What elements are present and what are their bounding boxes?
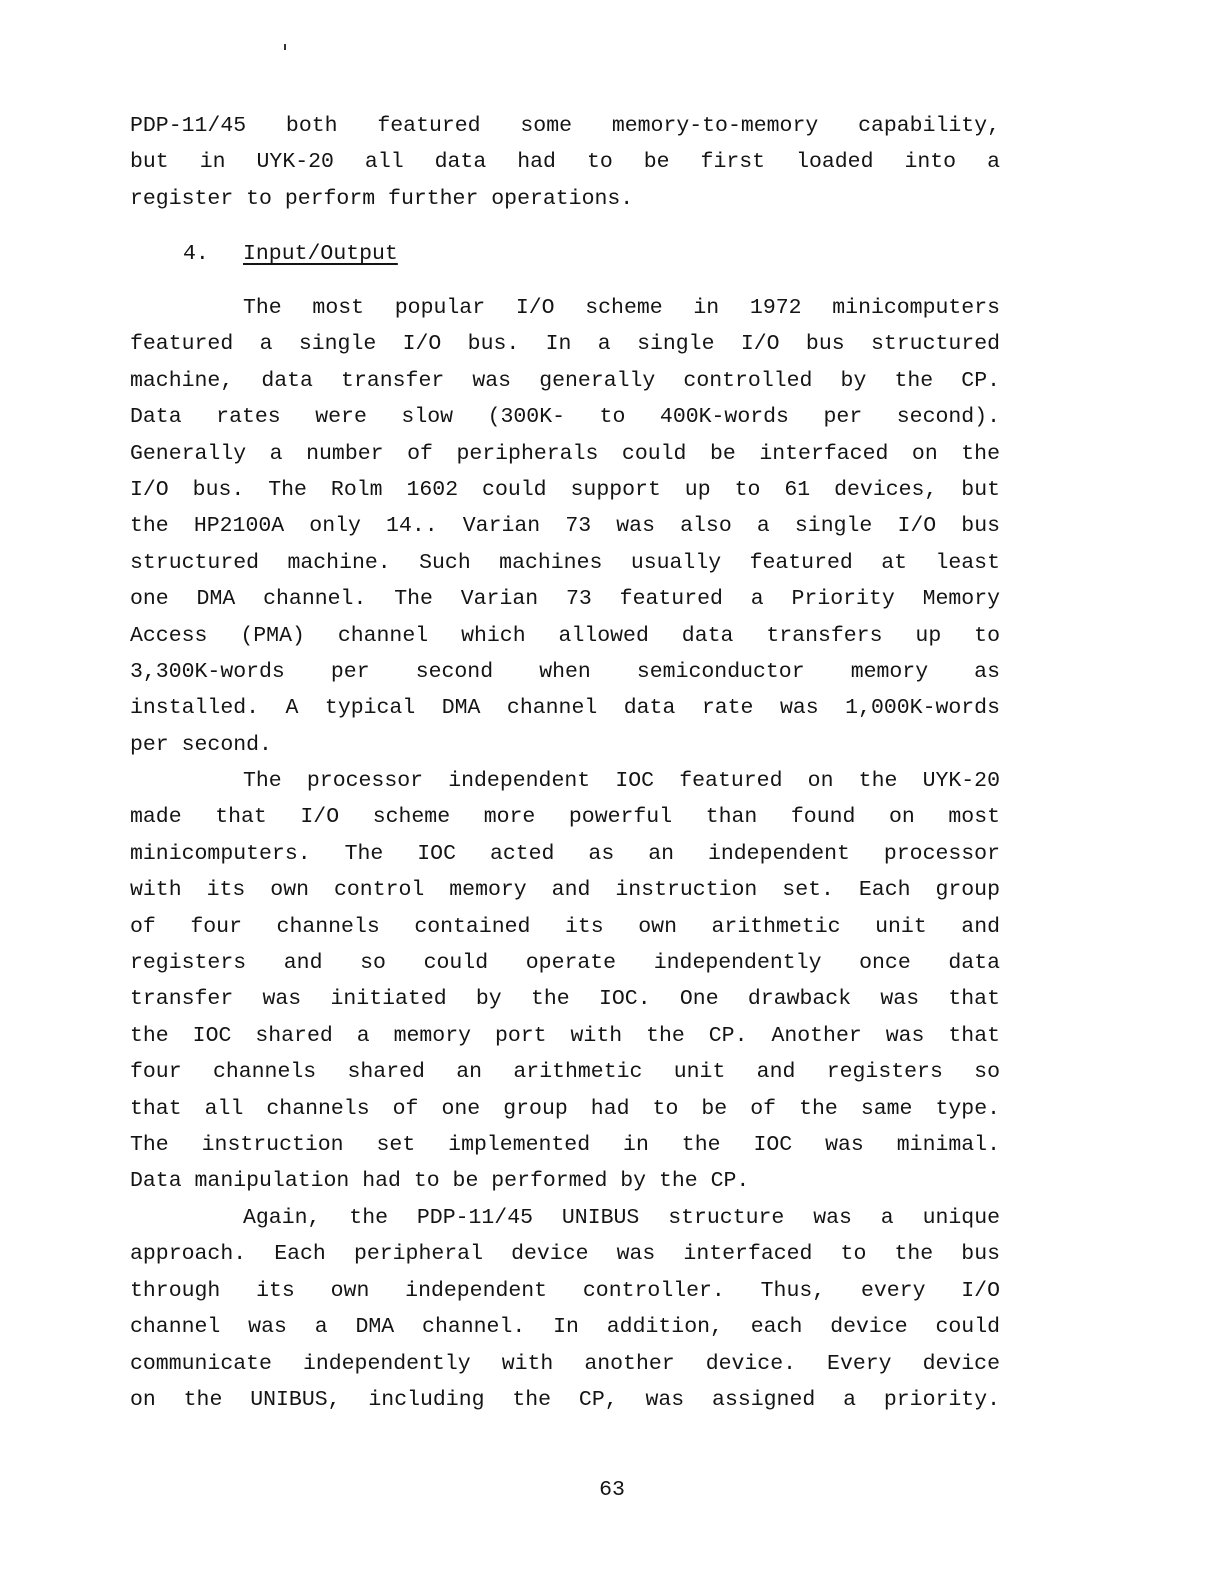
text-line: The most popular I/O scheme in 1972 minicomputers [243, 296, 1000, 320]
text-line: the IOC shared a memory port with the CP. Another was that [130, 1023, 1000, 1048]
text-line: register to perform further operations. [130, 186, 634, 211]
text-line: communicate independently with another device. Every device [130, 1351, 1000, 1376]
text-line: transfer was initiated by the IOC. One drawback was that [130, 987, 1000, 1012]
text-line: channel was a DMA channel. In addition, each device could [130, 1315, 1000, 1340]
text-line: featured a single I/O bus. In a single I/O bus structured [130, 332, 1000, 357]
text-line: that all channels of one group had to be of the same type. [130, 1096, 1000, 1121]
section-number: 4. [183, 242, 209, 266]
text-line: The processor independent IOC featured on the UYK-20 [243, 769, 1000, 793]
paragraph-io-scheme [130, 290, 1000, 763]
text-line: Access (PMA) channel which allowed data transfers up to [130, 623, 1000, 648]
text-line: structured machine. Such machines usually featured at least [130, 550, 1000, 575]
text-line: Again, the PDP-11/45 UNIBUS structure was a unique [243, 1206, 1000, 1230]
page-number: 63 [599, 1478, 625, 1502]
text-line: I/O bus. The Rolm 1602 could support up to 61 devices, but [130, 477, 1000, 502]
section-title: Input/Output [243, 242, 398, 266]
text-line: four channels shared an arithmetic unit and registers so [130, 1060, 1000, 1085]
paragraph-unibus [130, 1200, 1000, 1418]
text-line: made that I/O scheme more powerful than found on most [130, 805, 1000, 830]
text-line: 3,300K-words per second when semiconductor memory as [130, 659, 1000, 684]
scan-mark [284, 44, 286, 50]
text-line: registers and so could operate independently once data [130, 950, 1000, 975]
text-line: machine, data transfer was generally controlled by the CP. [130, 368, 1000, 393]
text-line: one DMA channel. The Varian 73 featured a Priority Memory [130, 587, 1000, 612]
text-line: The instruction set implemented in the IOC was minimal. [130, 1132, 1000, 1157]
top-paragraph [130, 108, 1000, 217]
text-line: through its own independent controller. Thus, every I/O [130, 1278, 1000, 1303]
text-line: of four channels contained its own arithmetic unit and [130, 914, 1000, 939]
text-line: the HP2100A only 14.. Varian 73 was also a single I/O bus [130, 514, 1000, 539]
text-line: installed. A typical DMA channel data rate was 1,000K-words [130, 696, 1000, 721]
text-line: Data manipulation had to be performed by the CP. [130, 1169, 750, 1194]
section-heading [183, 236, 398, 272]
text-line: approach. Each peripheral device was interfaced to the bus [130, 1242, 1000, 1267]
text-line: Data rates were slow (300K- to 400K-words per second). [130, 405, 1000, 430]
text-line: PDP-11/45 both featured some memory-to-memory capability, [130, 114, 1000, 138]
text-line: per second. [130, 732, 272, 757]
text-line: on the UNIBUS, including the CP, was assigned a priority. [130, 1387, 1000, 1412]
text-line: minicomputers. The IOC acted as an independent processor [130, 841, 1000, 866]
text-line: with its own control memory and instruction set. Each group [130, 878, 1000, 903]
paragraph-ioc [130, 763, 1000, 1200]
text-line: Generally a number of peripherals could be interfaced on the [130, 441, 1000, 466]
text-line: but in UYK-20 all data had to be first loaded into a [130, 150, 1000, 175]
